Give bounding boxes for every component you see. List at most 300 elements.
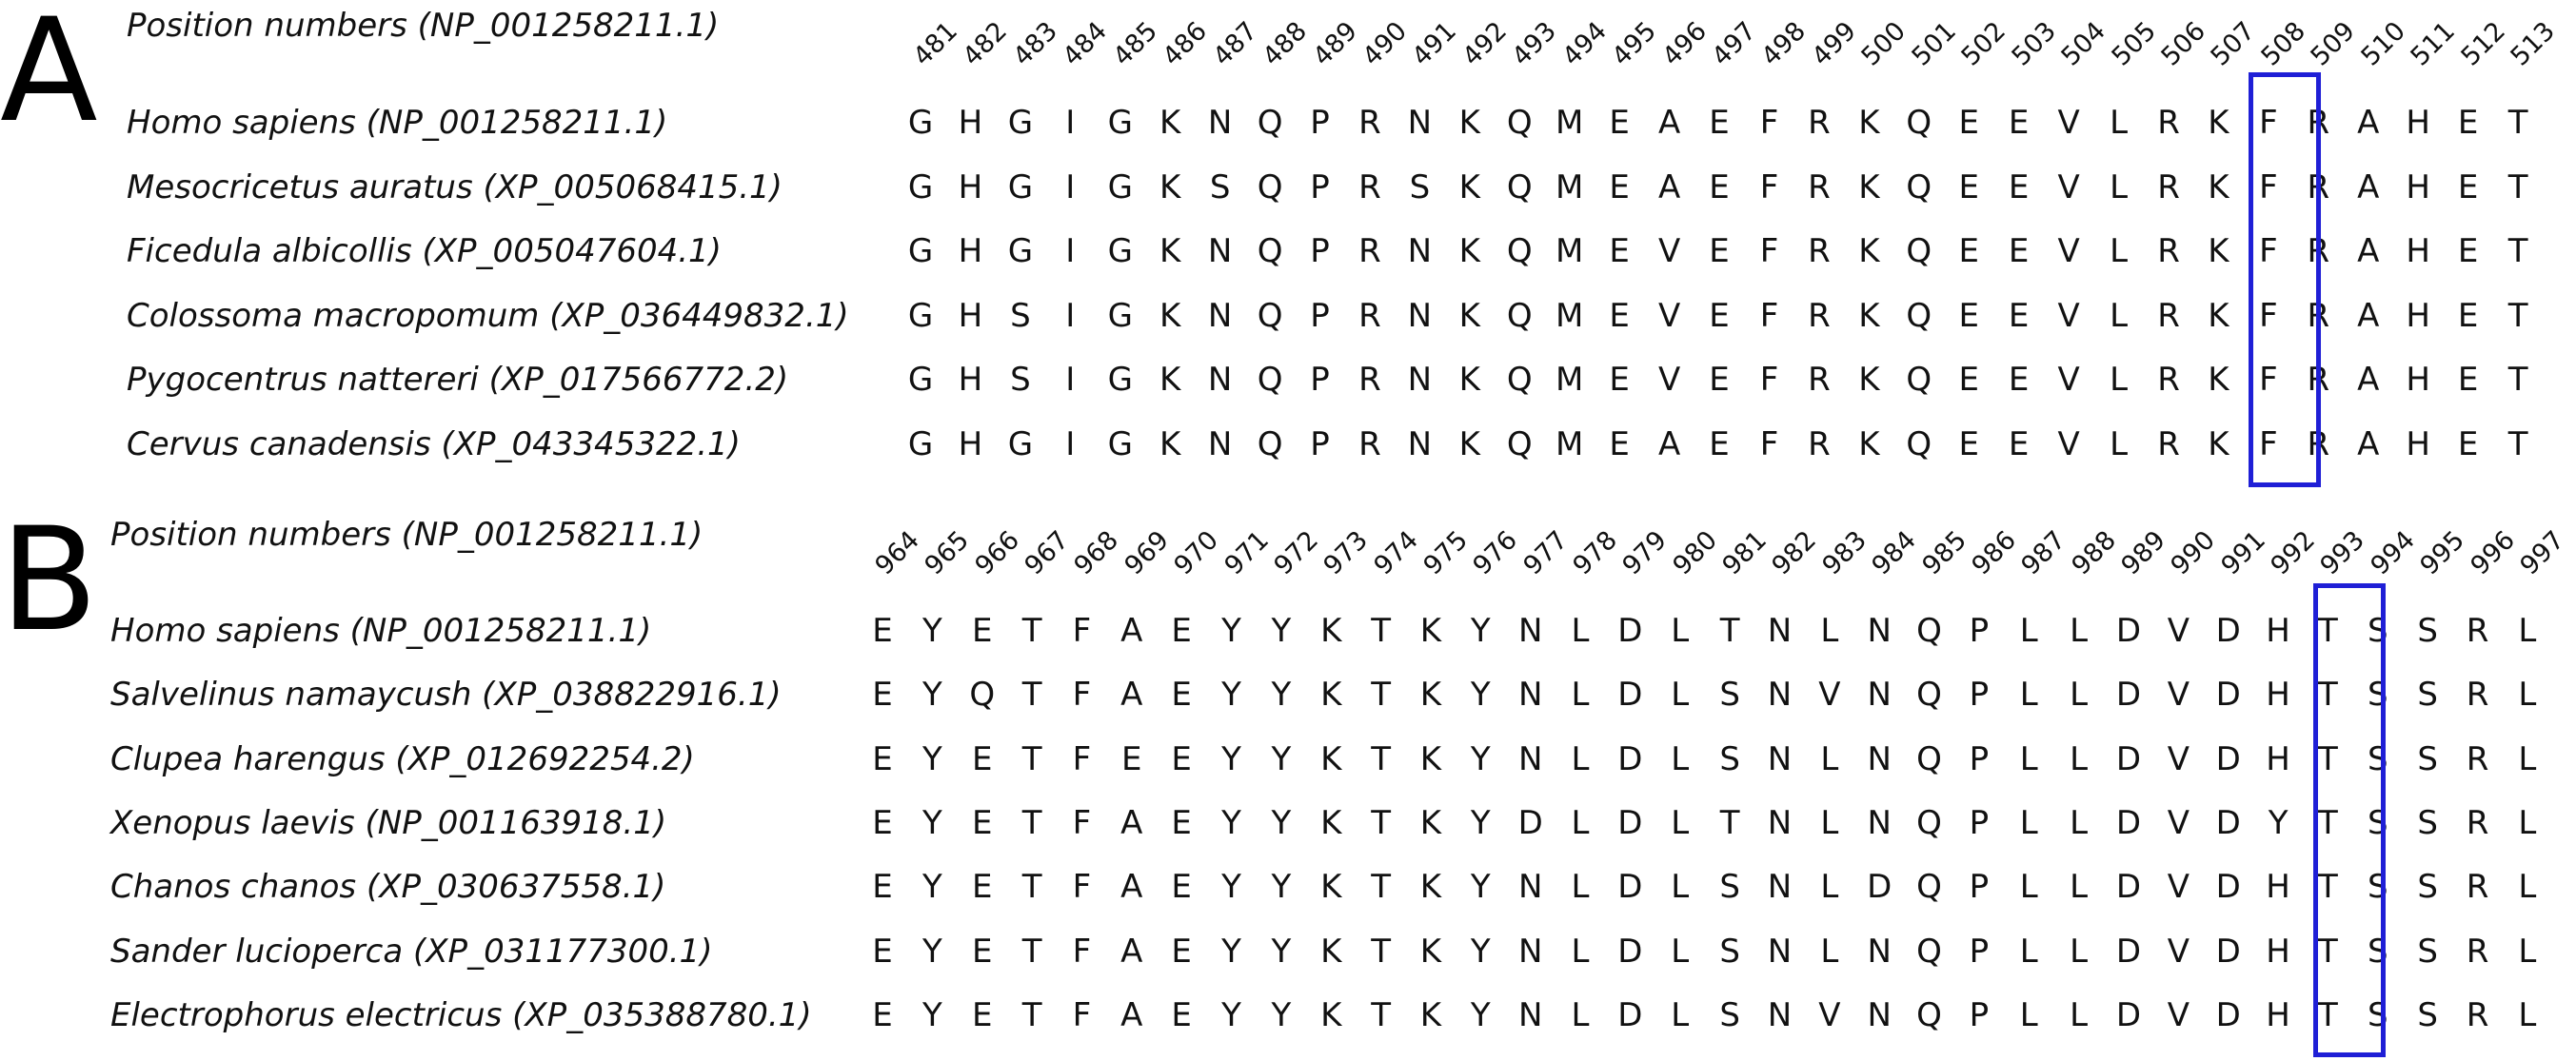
- residue: T: [2507, 167, 2528, 206]
- residue: G: [907, 104, 934, 142]
- position-numbers-label: Position numbers (NP_001258211.1): [127, 7, 720, 45]
- residue: Y: [1271, 739, 1292, 778]
- residue: N: [1867, 739, 1892, 778]
- residue: E: [1171, 612, 1192, 650]
- residue: Q: [1906, 232, 1932, 270]
- residue: R: [2157, 232, 2180, 270]
- residue: L: [1571, 868, 1590, 907]
- residue: K: [1320, 803, 1342, 842]
- residue: Q: [1916, 803, 1942, 842]
- residue: L: [2110, 424, 2129, 463]
- residue: I: [1065, 296, 1076, 335]
- position-number-985: 985: [1916, 525, 1972, 581]
- residue: N: [1517, 868, 1543, 907]
- residue: Q: [1506, 104, 1533, 142]
- residue: Q: [1906, 167, 1932, 206]
- residue: R: [2466, 803, 2489, 842]
- residue: K: [1858, 424, 1880, 463]
- position-number-503: 503: [2006, 16, 2062, 72]
- residue: M: [1556, 104, 1584, 142]
- residue: T: [1371, 676, 1391, 715]
- position-number-512: 512: [2455, 16, 2511, 72]
- residue: E: [2008, 104, 2030, 142]
- position-number-483: 483: [1007, 16, 1063, 72]
- residue: E: [1709, 361, 1730, 399]
- residue: L: [2518, 739, 2537, 778]
- residue: P: [1310, 361, 1330, 399]
- residue: H: [958, 167, 983, 206]
- residue: Y: [1271, 868, 1292, 907]
- position-number-485: 485: [1107, 16, 1163, 72]
- residue: T: [2318, 803, 2338, 842]
- position-number-984: 984: [1866, 525, 1923, 581]
- residue: V: [2057, 424, 2080, 463]
- residue: V: [1657, 296, 1681, 335]
- residue: K: [1458, 296, 1480, 335]
- position-number-986: 986: [1966, 525, 2022, 581]
- residue: L: [1671, 612, 1690, 650]
- residue: S: [2417, 995, 2438, 1034]
- position-number-491: 491: [1406, 16, 1463, 72]
- residue: H: [2406, 167, 2430, 206]
- residue: G: [1107, 167, 1133, 206]
- residue: S: [1209, 167, 1231, 206]
- position-number-981: 981: [1716, 525, 1773, 581]
- residue: Y: [1221, 739, 1241, 778]
- residue: Y: [2268, 803, 2289, 842]
- position-number-976: 976: [1467, 525, 1524, 581]
- residue: F: [1072, 803, 1092, 842]
- residue: H: [958, 361, 983, 399]
- residue: L: [1671, 803, 1690, 842]
- position-number-991: 991: [2215, 525, 2271, 581]
- residue: T: [1371, 995, 1391, 1034]
- residue: T: [1021, 932, 1042, 971]
- position-number-967: 967: [1019, 525, 1076, 581]
- residue: E: [1958, 296, 1979, 335]
- residue: S: [2417, 932, 2438, 971]
- residue: A: [1657, 167, 1681, 206]
- position-number-484: 484: [1057, 16, 1114, 72]
- residue: G: [1107, 296, 1133, 335]
- residue: Y: [1271, 612, 1292, 650]
- residue: T: [2507, 296, 2528, 335]
- residue: R: [1358, 104, 1381, 142]
- residue: H: [2406, 296, 2430, 335]
- residue: K: [1458, 232, 1480, 270]
- residue: R: [2466, 932, 2489, 971]
- residue: G: [907, 232, 934, 270]
- residue: K: [1858, 232, 1880, 270]
- position-number-982: 982: [1767, 525, 1823, 581]
- residue: E: [2008, 232, 2030, 270]
- residue: E: [1609, 167, 1630, 206]
- residue: E: [2008, 361, 2030, 399]
- residue: T: [1021, 612, 1042, 650]
- residue: K: [1458, 361, 1480, 399]
- residue: H: [2266, 739, 2290, 778]
- residue: E: [872, 676, 893, 715]
- residue: G: [907, 167, 934, 206]
- residue: D: [2115, 739, 2142, 778]
- position-number-509: 509: [2305, 16, 2362, 72]
- residue: A: [1120, 995, 1143, 1034]
- residue: L: [2070, 932, 2089, 971]
- residue: V: [2167, 995, 2190, 1034]
- position-number-989: 989: [2115, 525, 2171, 581]
- residue: R: [1358, 232, 1381, 270]
- residue: E: [1709, 424, 1730, 463]
- residue: R: [2307, 361, 2330, 399]
- residue: K: [1419, 676, 1442, 715]
- residue: K: [1320, 739, 1342, 778]
- residue: P: [1310, 424, 1330, 463]
- residue: R: [1808, 361, 1831, 399]
- residue: V: [2167, 868, 2190, 907]
- residue: K: [1159, 296, 1181, 335]
- residue: M: [1556, 167, 1584, 206]
- residue: E: [1171, 932, 1192, 971]
- residue: E: [1958, 361, 1979, 399]
- residue: L: [2019, 932, 2038, 971]
- position-number-504: 504: [2055, 16, 2112, 72]
- residue: K: [1159, 361, 1181, 399]
- residue: N: [1867, 932, 1892, 971]
- residue: F: [1759, 424, 1779, 463]
- position-number-978: 978: [1567, 525, 1623, 581]
- species-label: Chanos chanos (XP_030637558.1): [110, 868, 666, 907]
- residue: Y: [1221, 676, 1241, 715]
- residue: R: [2157, 361, 2180, 399]
- residue: R: [1808, 296, 1831, 335]
- residue: Y: [1470, 868, 1491, 907]
- residue: E: [1709, 296, 1730, 335]
- residue: F: [1072, 612, 1092, 650]
- residue: L: [1571, 612, 1590, 650]
- residue: A: [1657, 424, 1681, 463]
- residue: E: [1609, 296, 1630, 335]
- residue: R: [2466, 739, 2489, 778]
- residue: P: [1969, 739, 1990, 778]
- residue: P: [1969, 995, 1990, 1034]
- residue: N: [1867, 676, 1892, 715]
- residue: D: [2115, 612, 2142, 650]
- residue: E: [1609, 104, 1630, 142]
- residue: T: [1371, 612, 1391, 650]
- residue: L: [1571, 676, 1590, 715]
- residue: N: [1517, 739, 1543, 778]
- residue: G: [1107, 104, 1133, 142]
- residue: V: [2057, 104, 2080, 142]
- residue: E: [1171, 676, 1192, 715]
- residue: L: [2070, 739, 2089, 778]
- residue: Q: [1506, 424, 1533, 463]
- residue: H: [2266, 995, 2290, 1034]
- position-number-977: 977: [1517, 525, 1574, 581]
- residue: M: [1556, 361, 1584, 399]
- residue: L: [2110, 296, 2129, 335]
- residue: H: [958, 232, 983, 270]
- residue: P: [1310, 167, 1330, 206]
- position-number-987: 987: [2015, 525, 2072, 581]
- residue: E: [1709, 104, 1730, 142]
- residue: T: [1719, 803, 1740, 842]
- species-label: Cervus canadensis (XP_043345322.1): [127, 424, 741, 463]
- residue: R: [1808, 104, 1831, 142]
- residue: K: [2208, 167, 2229, 206]
- residue: R: [1808, 424, 1831, 463]
- residue: Y: [1470, 676, 1491, 715]
- residue: F: [1072, 868, 1092, 907]
- residue: F: [1759, 167, 1779, 206]
- position-number-996: 996: [2465, 525, 2521, 581]
- residue: S: [2368, 612, 2388, 650]
- position-number-494: 494: [1556, 16, 1613, 72]
- residue: D: [1617, 932, 1643, 971]
- residue: K: [1320, 676, 1342, 715]
- species-label: Salvelinus namaycush (XP_038822916.1): [110, 676, 782, 715]
- residue: K: [2208, 296, 2229, 335]
- residue: A: [2357, 296, 2380, 335]
- residue: Y: [1221, 995, 1241, 1034]
- residue: E: [2008, 296, 2030, 335]
- position-number-502: 502: [1955, 16, 2012, 72]
- residue: S: [1719, 995, 1740, 1034]
- residue: R: [1358, 361, 1381, 399]
- residue: Y: [1221, 612, 1241, 650]
- species-label: Clupea harengus (XP_012692254.2): [110, 739, 695, 778]
- residue: F: [2259, 232, 2278, 270]
- residue: K: [1458, 424, 1480, 463]
- residue: S: [2368, 739, 2388, 778]
- residue: L: [1671, 676, 1690, 715]
- residue: F: [1759, 361, 1779, 399]
- residue: R: [2307, 424, 2330, 463]
- residue: S: [2417, 676, 2438, 715]
- residue: K: [1320, 995, 1342, 1034]
- residue: K: [1419, 803, 1442, 842]
- residue: K: [1858, 104, 1880, 142]
- residue: N: [1517, 676, 1543, 715]
- residue: A: [1120, 932, 1143, 971]
- highlight-box-position-993: [2313, 583, 2386, 1057]
- residue: E: [1121, 739, 1142, 778]
- residue: L: [1820, 612, 1839, 650]
- residue: G: [1107, 361, 1133, 399]
- residue: P: [1969, 612, 1990, 650]
- residue: S: [1719, 868, 1740, 907]
- residue: G: [1007, 104, 1034, 142]
- residue: Y: [921, 995, 942, 1034]
- residue: E: [2008, 424, 2030, 463]
- residue: F: [1072, 932, 1092, 971]
- residue: H: [2406, 424, 2430, 463]
- residue: H: [2406, 232, 2430, 270]
- residue: E: [1958, 167, 1979, 206]
- residue: F: [1072, 676, 1092, 715]
- residue: E: [1958, 232, 1979, 270]
- residue: L: [2019, 995, 2038, 1034]
- residue: L: [2518, 868, 2537, 907]
- residue: Q: [1906, 424, 1932, 463]
- position-number-994: 994: [2365, 525, 2421, 581]
- residue: P: [1969, 676, 1990, 715]
- residue: Q: [1916, 676, 1942, 715]
- position-number-965: 965: [919, 525, 976, 581]
- residue: K: [1419, 932, 1442, 971]
- residue: N: [1867, 612, 1892, 650]
- residue: K: [1320, 932, 1342, 971]
- residue: N: [1767, 932, 1793, 971]
- species-label: Colossoma macropomum (XP_036449832.1): [127, 296, 849, 335]
- residue: S: [2368, 932, 2388, 971]
- position-number-505: 505: [2106, 16, 2162, 72]
- residue: A: [2357, 104, 2380, 142]
- residue: N: [1207, 424, 1233, 463]
- residue: E: [2457, 361, 2479, 399]
- residue: E: [1709, 167, 1730, 206]
- residue: Y: [1221, 803, 1241, 842]
- position-number-974: 974: [1368, 525, 1424, 581]
- residue: N: [1407, 296, 1433, 335]
- residue: L: [1571, 995, 1590, 1034]
- residue: K: [2208, 232, 2229, 270]
- residue: L: [2518, 932, 2537, 971]
- residue: E: [872, 995, 893, 1034]
- position-number-990: 990: [2165, 525, 2222, 581]
- residue: T: [2507, 424, 2528, 463]
- residue: P: [1310, 104, 1330, 142]
- position-numbers-label: Position numbers (NP_001258211.1): [110, 516, 703, 554]
- residue: L: [2019, 739, 2038, 778]
- residue: Y: [1271, 676, 1292, 715]
- residue: I: [1065, 167, 1076, 206]
- position-number-968: 968: [1069, 525, 1125, 581]
- position-number-489: 489: [1307, 16, 1363, 72]
- residue: V: [1818, 995, 1841, 1034]
- residue: K: [1159, 424, 1181, 463]
- species-label: Mesocricetus auratus (XP_005068415.1): [127, 167, 783, 206]
- residue: K: [1159, 167, 1181, 206]
- residue: Y: [1271, 803, 1292, 842]
- residue: R: [2466, 868, 2489, 907]
- residue: D: [2215, 868, 2241, 907]
- position-number-487: 487: [1207, 16, 1263, 72]
- residue: N: [1767, 803, 1793, 842]
- residue: G: [1007, 167, 1034, 206]
- species-label: Sander lucioperca (XP_031177300.1): [110, 932, 713, 971]
- residue: L: [2110, 232, 2129, 270]
- panel-letter-a: A: [0, 0, 98, 154]
- panel-letter-b: B: [0, 498, 98, 663]
- position-number-493: 493: [1506, 16, 1563, 72]
- position-number-507: 507: [2206, 16, 2262, 72]
- position-number-971: 971: [1219, 525, 1275, 581]
- residue: T: [2318, 932, 2338, 971]
- residue: S: [2368, 803, 2388, 842]
- residue: D: [2115, 868, 2142, 907]
- residue: T: [1371, 739, 1391, 778]
- residue: F: [2259, 104, 2278, 142]
- position-number-482: 482: [958, 16, 1014, 72]
- residue: D: [2215, 995, 2241, 1034]
- position-number-506: 506: [2155, 16, 2211, 72]
- residue: Q: [1257, 296, 1283, 335]
- position-number-972: 972: [1268, 525, 1324, 581]
- residue: E: [872, 739, 893, 778]
- residue: E: [872, 803, 893, 842]
- residue: V: [1818, 676, 1841, 715]
- residue: H: [2266, 932, 2290, 971]
- residue: V: [2167, 932, 2190, 971]
- residue: E: [2457, 104, 2479, 142]
- residue: A: [1120, 803, 1143, 842]
- residue: H: [2266, 868, 2290, 907]
- residue: I: [1065, 424, 1076, 463]
- residue: S: [2368, 995, 2388, 1034]
- residue: M: [1556, 296, 1584, 335]
- position-number-980: 980: [1667, 525, 1723, 581]
- residue: T: [1371, 932, 1391, 971]
- residue: K: [1320, 612, 1342, 650]
- residue: A: [1120, 612, 1143, 650]
- residue: E: [1958, 104, 1979, 142]
- residue: N: [1767, 995, 1793, 1034]
- residue: L: [1671, 868, 1690, 907]
- residue: D: [2115, 995, 2142, 1034]
- residue: R: [2307, 104, 2330, 142]
- residue: T: [1021, 676, 1042, 715]
- residue: R: [1358, 296, 1381, 335]
- residue: H: [958, 104, 983, 142]
- residue: D: [1617, 995, 1643, 1034]
- residue: H: [958, 296, 983, 335]
- residue: Y: [1470, 932, 1491, 971]
- residue: S: [1719, 932, 1740, 971]
- position-number-501: 501: [1906, 16, 1962, 72]
- residue: G: [1007, 424, 1034, 463]
- residue: N: [1867, 995, 1892, 1034]
- residue: Q: [1506, 232, 1533, 270]
- residue: N: [1517, 995, 1543, 1034]
- position-number-513: 513: [2505, 16, 2562, 72]
- residue: S: [1010, 296, 1031, 335]
- position-number-508: 508: [2255, 16, 2311, 72]
- residue: R: [2466, 612, 2489, 650]
- residue: N: [1207, 232, 1233, 270]
- residue: K: [1159, 232, 1181, 270]
- residue: E: [1958, 424, 1979, 463]
- residue: D: [1617, 803, 1643, 842]
- residue: R: [2307, 296, 2330, 335]
- position-number-481: 481: [907, 16, 963, 72]
- residue: E: [971, 803, 993, 842]
- residue: T: [2318, 676, 2338, 715]
- residue: L: [1671, 739, 1690, 778]
- residue: S: [1409, 167, 1431, 206]
- residue: Q: [1257, 232, 1283, 270]
- residue: S: [2368, 868, 2388, 907]
- residue: D: [2215, 803, 2241, 842]
- residue: G: [907, 361, 934, 399]
- position-number-486: 486: [1157, 16, 1214, 72]
- residue: Q: [1906, 296, 1932, 335]
- residue: T: [1021, 995, 1042, 1034]
- residue: T: [2507, 232, 2528, 270]
- residue: L: [1571, 932, 1590, 971]
- residue: K: [1858, 361, 1880, 399]
- residue: L: [2518, 676, 2537, 715]
